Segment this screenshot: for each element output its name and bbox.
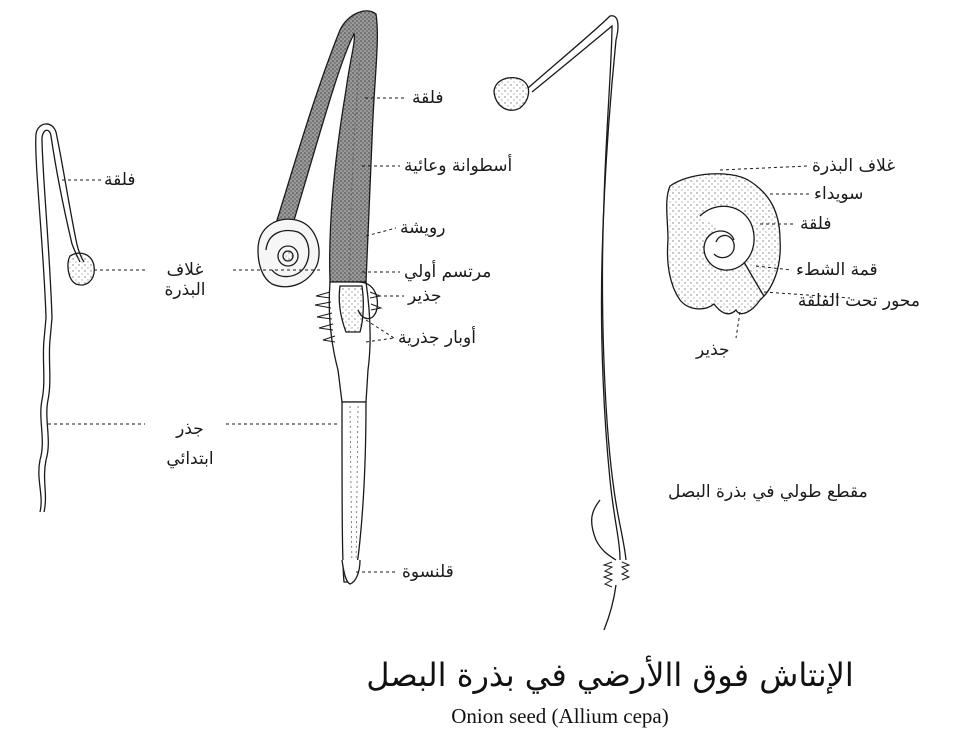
seed-section [667,174,781,314]
primary-meristem-label: مرتسم أولي [404,262,492,282]
right-seedling [494,16,629,630]
middle-cotyledon-label: فلقة [412,88,444,108]
right-seed [494,78,529,111]
left-cotyledon-label: فلقة [104,170,136,190]
section-radicle-label: جذير [696,340,730,360]
section-caption: مقطع طولي في بذرة البصل [668,482,868,502]
endosperm-label: سويداء [814,184,864,204]
vascular-cylinder-label: أسطوانة وعائية [404,156,513,176]
middle-radicle-label: جذير [408,286,442,306]
middle-root [342,402,366,582]
right-root-hairs [604,562,629,587]
section-cotyledon-label: فلقة [800,214,832,234]
hypocotyl-axis-label: محور تحت الفلقة [797,291,920,311]
left-primary-root-label: جذر ابتدائي [166,419,214,469]
left-seedling [36,124,95,512]
left-seed-coat-label: غلاف البذرة [164,260,206,300]
section-seed-coat-label: غلاف البذرة [812,156,896,176]
figure-title-english: Onion seed (Allium cepa) [451,704,669,728]
root-cap-label: قلنسوة [402,562,454,582]
plumule-label: رويشة [400,218,446,238]
middle-seedling [258,11,381,584]
figure-title-arabic: الإنتاش فوق االأرضي في بذرة البصل [366,656,854,694]
shoot-apex-label: قمة الشطء [796,260,878,280]
left-seed [68,253,94,285]
root-hairs-label: أوبار جذرية [398,328,476,348]
